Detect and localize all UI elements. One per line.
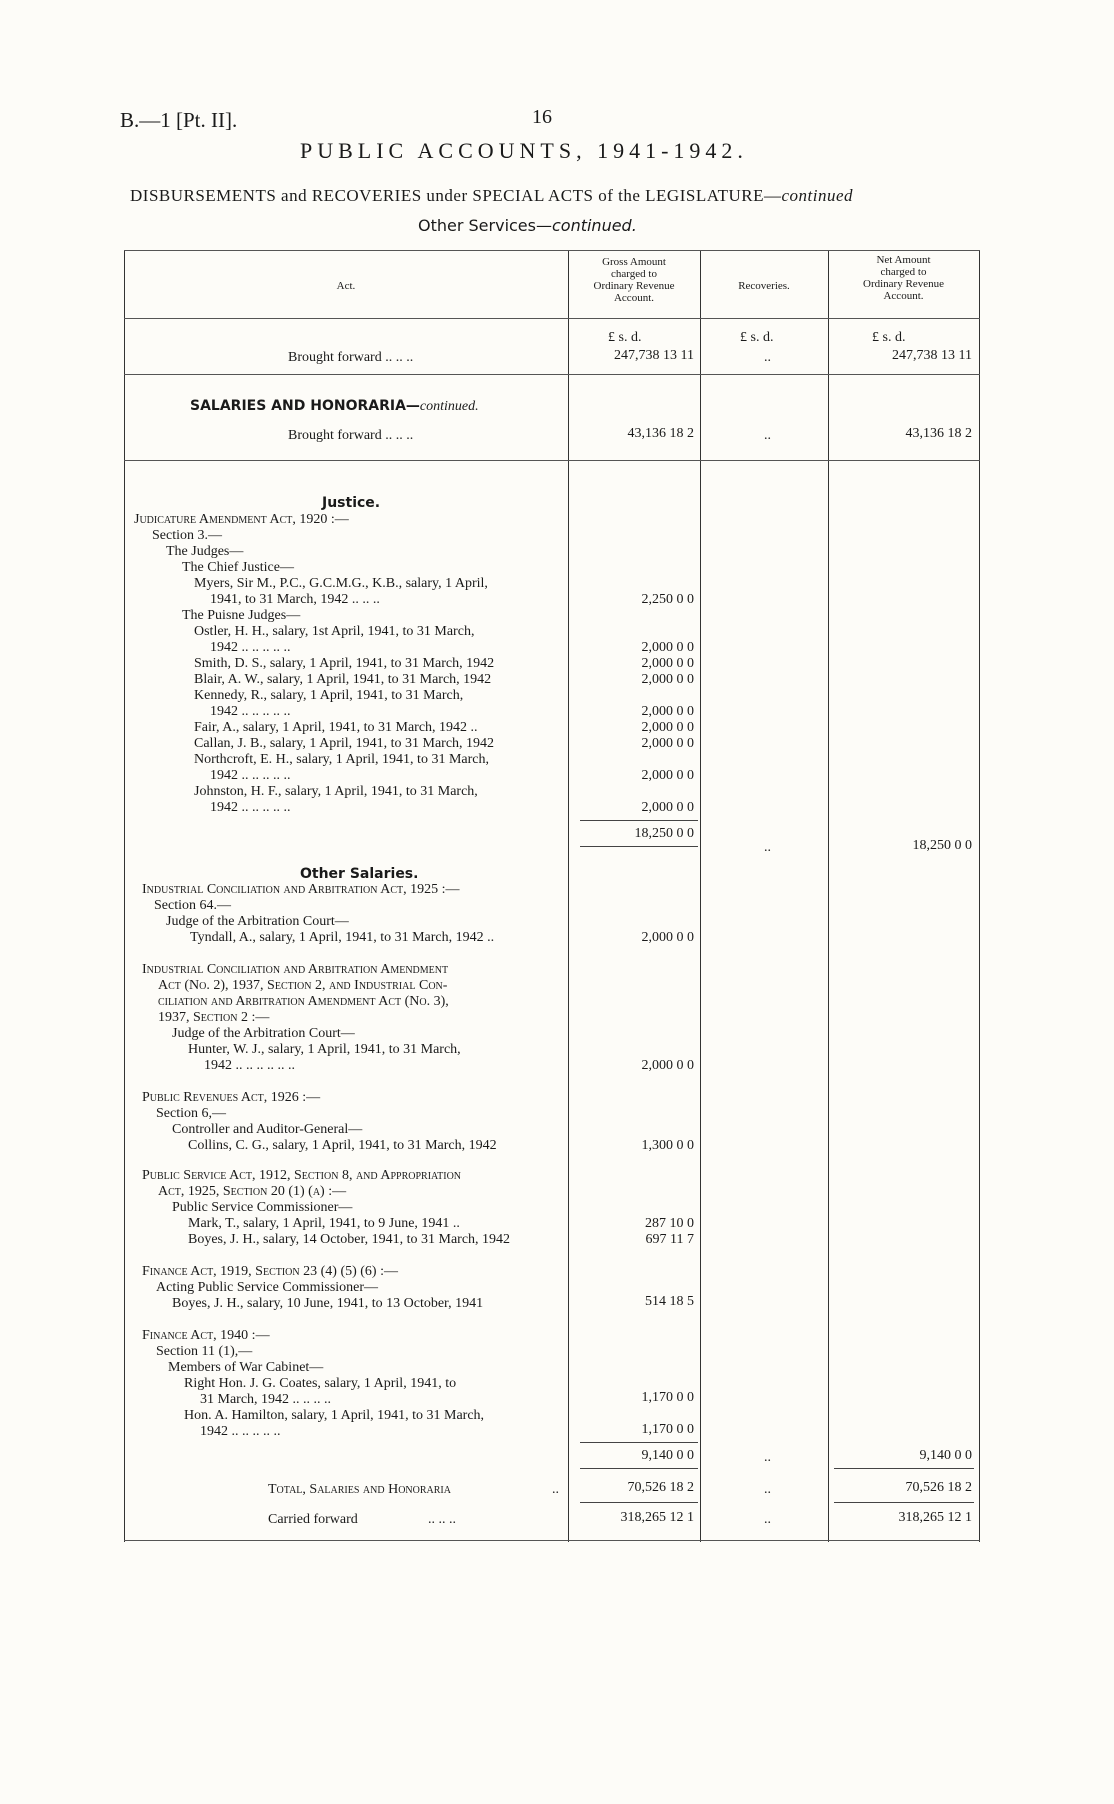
pr-section: Section 6,— <box>156 1106 226 1121</box>
kennedy-line-1: Kennedy, R., salary, 1 April, 1941, to 31 March, <box>194 688 464 703</box>
mark-amount: 287 10 0 <box>645 1216 694 1231</box>
public-service-act-line-1: Public Service Act, 1912, Section 8, and Appropriation <box>142 1168 462 1183</box>
section-continued: continued. <box>551 216 637 235</box>
carried-forward-label: Carried forward <box>268 1512 358 1527</box>
ps-commissioner-label: Public Service Commissioner— <box>172 1200 353 1215</box>
brought-forward-recoveries-2: .. <box>764 428 771 443</box>
ic-section: Section 64.— <box>154 898 231 913</box>
blair-amount: 2,000 0 0 <box>641 672 694 687</box>
salaries-heading-text: SALARIES AND HONORARIA— <box>190 398 420 414</box>
smith-line: Smith, D. S., salary, 1 April, 1941, to 31 March, 1942 <box>194 656 495 671</box>
other-subtotal-rule <box>580 1442 698 1443</box>
column-divider-act <box>568 250 569 1542</box>
justice-subtotal-rule-bottom <box>580 846 698 847</box>
gross-currency-header: £ s. d. <box>608 330 642 345</box>
finance-act-1940: Finance Act, 1940 :— <box>142 1328 270 1343</box>
ic-act-1937-line-2: Act (No. 2), 1937, Section 2, and Industrial Con- <box>158 978 448 993</box>
hunter-amount: 2,000 0 0 <box>641 1058 694 1073</box>
blair-line: Blair, A. W., salary, 1 April, 1941, to 31 March, 1942 <box>194 672 492 687</box>
smith-amount: 2,000 0 0 <box>641 656 694 671</box>
fair-line: Fair, A., salary, 1 April, 1941, to 31 March, 1942 .. <box>194 720 478 735</box>
table-border-right <box>979 250 980 1542</box>
justice-subtotal-rule <box>580 820 698 821</box>
boyes-line-2: Boyes, J. H., salary, 10 June, 1941, to 13 October, 1941 <box>172 1296 484 1311</box>
justice-recoveries: .. <box>764 840 771 855</box>
hamilton-amount: 1,170 0 0 <box>641 1422 694 1437</box>
johnston-amount: 2,000 0 0 <box>641 800 694 815</box>
other-salaries-heading: Other Salaries. <box>300 866 419 882</box>
total-salaries-net: 70,526 18 2 <box>905 1480 972 1495</box>
column-divider-recoveries <box>828 250 829 1542</box>
gross-header-line: Account. <box>613 292 654 304</box>
total-net-rule <box>834 1502 974 1503</box>
gross-header-line: Ordinary Revenue <box>593 280 675 292</box>
other-subtotal-rule-bottom <box>580 1468 698 1469</box>
ostler-line-2: 1942 .. .. .. .. .. <box>210 640 291 655</box>
page-title: PUBLIC ACCOUNTS, 1941-1942. <box>300 138 748 163</box>
hamilton-line-1: Hon. A. Hamilton, salary, 1 April, 1941, to 31 March, <box>184 1408 485 1423</box>
gross-header-line: Gross Amount <box>602 256 666 268</box>
carried-forward-gross: 318,265 12 1 <box>620 1510 694 1525</box>
ic-act-1937-line-4: 1937, Section 2 :— <box>158 1010 270 1025</box>
tyndall-amount: 2,000 0 0 <box>641 930 694 945</box>
other-recoveries: .. <box>764 1450 771 1465</box>
net-header-line: Net Amount <box>876 254 931 266</box>
total-salaries-label: Total, Salaries and Honoraria <box>268 1482 451 1497</box>
section-text: Other Services— <box>418 216 552 235</box>
other-subtotal-gross: 9,140 0 0 <box>641 1448 694 1463</box>
salaries-heading <box>190 398 479 415</box>
column-divider-gross <box>700 250 701 1542</box>
northcroft-line-2: 1942 .. .. .. .. .. <box>210 768 291 783</box>
ic2-judge-label: Judge of the Arbitration Court— <box>172 1026 355 1041</box>
net-header-line: Ordinary Revenue <box>863 278 944 290</box>
brought-forward-net-2: 43,136 18 2 <box>905 426 972 441</box>
net-currency-header: £ s. d. <box>872 330 906 345</box>
hamilton-line-2: 1942 .. .. .. .. .. <box>200 1424 281 1439</box>
fa40-section: Section 11 (1),— <box>156 1344 253 1359</box>
total-rule <box>580 1502 698 1503</box>
salaries-heading-continued: continued. <box>419 399 479 414</box>
coates-line-1: Right Hon. J. G. Coates, salary, 1 April, 1941, to <box>184 1376 457 1391</box>
justice-net: 18,250 0 0 <box>912 838 972 853</box>
puisne-judges-label: The Puisne Judges— <box>182 608 301 623</box>
total-salaries-dots: .. <box>552 1482 559 1497</box>
total-salaries-recoveries: .. <box>764 1482 771 1497</box>
other-net: 9,140 0 0 <box>919 1448 972 1463</box>
tyndall-line: Tyndall, A., salary, 1 April, 1941, to 31 March, 1942 .. <box>190 930 495 945</box>
boyes-amount-2: 514 18 5 <box>645 1294 694 1309</box>
myers-line-2: 1941, to 31 March, 1942 .. .. .. <box>210 592 380 607</box>
page-subtitle <box>130 186 853 206</box>
controller-label: Controller and Auditor-General— <box>172 1122 363 1137</box>
ic-act-1925: Industrial Conciliation and Arbitration Act, 1925 :— <box>142 882 460 897</box>
myers-line-1: Myers, Sir M., P.C., G.C.M.G., K.B., salary, 1 April, <box>194 576 488 591</box>
total-salaries-gross: 70,526 18 2 <box>627 1480 694 1495</box>
ic-judge-label: Judge of the Arbitration Court— <box>166 914 349 929</box>
table-bottom-rule <box>124 1540 980 1541</box>
brought-forward-gross-2: 43,136 18 2 <box>627 426 694 441</box>
table-border-left <box>124 250 125 1542</box>
myers-amount: 2,250 0 0 <box>641 592 694 607</box>
column-header-gross <box>568 256 700 304</box>
document-reference: B.—1 [Pt. II]. <box>120 108 238 132</box>
chief-justice-label: The Chief Justice— <box>182 560 294 575</box>
net-header-line: Account. <box>883 290 924 302</box>
judicature-act: Judicature Amendment Act, 1920 :— <box>134 512 349 527</box>
acting-commissioner-label: Acting Public Service Commissioner— <box>156 1280 379 1295</box>
brought-forward-recoveries: .. <box>764 350 771 365</box>
table-top-rule <box>124 250 980 251</box>
hunter-line-2: 1942 .. .. .. .. .. .. <box>204 1058 295 1073</box>
section-rule-1 <box>124 374 980 375</box>
section-rule-2 <box>124 460 980 461</box>
header-rule <box>124 318 980 319</box>
gross-header-line: charged to <box>611 268 657 280</box>
public-service-act-line-2: Act, 1925, Section 20 (1) (a) :— <box>158 1184 347 1199</box>
johnston-line-1: Johnston, H. F., salary, 1 April, 1941, to 31 March, <box>194 784 478 799</box>
coates-amount: 1,170 0 0 <box>641 1390 694 1405</box>
brought-forward-label: Brought forward .. .. .. <box>288 350 414 365</box>
column-header-net <box>828 254 979 302</box>
northcroft-line-1: Northcroft, E. H., salary, 1 April, 1941, to 31 March, <box>194 752 489 767</box>
page-number: 16 <box>532 106 552 128</box>
war-cabinet-label: Members of War Cabinet— <box>168 1360 324 1375</box>
ic-act-1937-line-1: Industrial Conciliation and Arbitration Amendment <box>142 962 449 977</box>
column-header-act: Act. <box>336 280 356 292</box>
johnston-line-2: 1942 .. .. .. .. .. <box>210 800 291 815</box>
net-subtotal-rule <box>834 1468 974 1469</box>
finance-act-1919: Finance Act, 1919, Section 23 (4) (5) (6) :— <box>142 1264 398 1279</box>
accounts-table <box>124 250 980 1542</box>
judicature-section: Section 3.— <box>152 528 222 543</box>
section-heading <box>418 216 637 235</box>
coates-line-2: 31 March, 1942 .. .. .. .. <box>200 1392 332 1407</box>
column-header-recoveries: Recoveries. <box>738 280 790 292</box>
ic-act-1937-line-3: ciliation and Arbitration Amendment Act (No. 3), <box>158 994 449 1009</box>
subtitle-text: DISBURSEMENTS and RECOVERIES under SPECIAL ACTS of the LEGISLATURE— <box>130 186 782 205</box>
recoveries-currency-header: £ s. d. <box>740 330 774 345</box>
fair-amount: 2,000 0 0 <box>641 720 694 735</box>
subtitle-continued: continued <box>781 186 854 205</box>
callan-amount: 2,000 0 0 <box>641 736 694 751</box>
collins-amount: 1,300 0 0 <box>641 1138 694 1153</box>
net-header-line: charged to <box>880 266 927 278</box>
northcroft-amount: 2,000 0 0 <box>641 768 694 783</box>
justice-subtotal-gross: 18,250 0 0 <box>634 826 694 841</box>
kennedy-amount: 2,000 0 0 <box>641 704 694 719</box>
boyes-amount-1: 697 11 7 <box>645 1232 694 1247</box>
mark-line: Mark, T., salary, 1 April, 1941, to 9 June, 1941 .. <box>188 1216 460 1231</box>
carried-forward-recoveries: .. <box>764 1512 771 1527</box>
ostler-line-1: Ostler, H. H., salary, 1st April, 1941, to 31 March, <box>194 624 475 639</box>
brought-forward-gross: 247,738 13 11 <box>614 348 694 363</box>
kennedy-line-2: 1942 .. .. .. .. .. <box>210 704 291 719</box>
carried-forward-dots: .. .. .. <box>428 1512 456 1527</box>
boyes-line-1: Boyes, J. H., salary, 14 October, 1941, to 31 March, 1942 <box>188 1232 511 1247</box>
judges-label: The Judges— <box>166 544 244 559</box>
carried-forward-net: 318,265 12 1 <box>898 1510 972 1525</box>
callan-line: Callan, J. B., salary, 1 April, 1941, to 31 March, 1942 <box>194 736 495 751</box>
justice-heading: Justice. <box>322 495 381 511</box>
brought-forward-label-2: Brought forward .. .. .. <box>288 428 414 443</box>
collins-line: Collins, C. G., salary, 1 April, 1941, to 31 March, 1942 <box>188 1138 497 1153</box>
ostler-amount: 2,000 0 0 <box>641 640 694 655</box>
hunter-line-1: Hunter, W. J., salary, 1 April, 1941, to 31 March, <box>188 1042 461 1057</box>
brought-forward-net: 247,738 13 11 <box>892 348 972 363</box>
public-revenues-act: Public Revenues Act, 1926 :— <box>142 1090 321 1105</box>
